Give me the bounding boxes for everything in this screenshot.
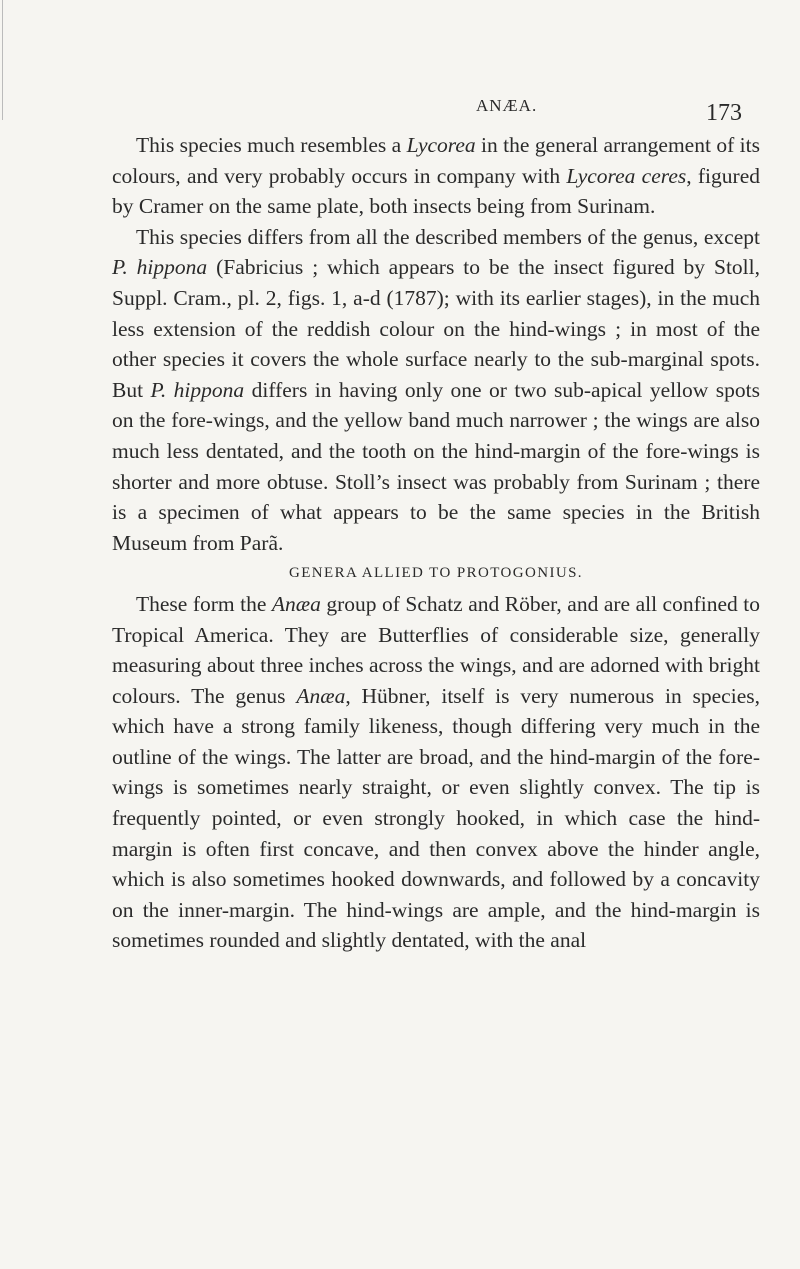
italic-run: Lycorea ceres [566, 163, 687, 188]
text-run: in the general arrangement of its colours, and very probably occurs in company with [112, 133, 760, 188]
text-run: group of Schatz and Röber, and are all confined to Tropical America. They are Butterflies of considerable size, generally measuring about three inches across the wings, and are adorned with bright colours. The genus [112, 591, 760, 708]
text-run: This species much resembles a [136, 133, 407, 157]
text-run: , figured by Cramer on the same plate, both insects being from Surinam. [112, 163, 760, 219]
section-heading: GENERA ALLIED TO PROTOGONIUS. [289, 565, 583, 582]
running-head: ANÆA. [476, 96, 538, 115]
text-run: differs in having only one or two sub-apical yellow spots on the fore-wings, and the yellow band much narrower ; the wings are also much less dentated, and the tooth on the hind-margin of the fore-wings is shorter and more obtuse. Stoll’s insect was probably from Surinam ; there is a specimen of what appears to be the same species in the British Museum from Parã. [112, 377, 760, 555]
italic-run: P. hippona [150, 377, 245, 402]
italic-run: P. hippona [112, 255, 208, 280]
text-run: , Hübner, itself is very numerous in species, which have a strong family likeness, though differing very much in the outline of the wings. The latter are broad, and the hind-margin of the fore-wings is sometimes nearly straight, or even slightly convex. The tip is frequently pointed, or even strongly hooked, in which case the hind-margin is often first concave, and then convex above the hinder angle, which is also sometimes hooked downwards, and followed by a concavity on the inner-margin. The hind-wings are ample, and the hind-margin is sometimes rounded and slightly dentated, with the anal [112, 683, 760, 953]
italic-run: Anæa [296, 683, 346, 708]
body-text [112, 130, 760, 956]
italic-run: Lycorea [406, 133, 476, 157]
text-run: This species differs from all the described members of the genus, except [136, 224, 760, 249]
paragraph-3 [112, 589, 760, 956]
text-run: These form the [136, 591, 272, 616]
paragraph-1 [112, 130, 760, 222]
page-header [0, 78, 800, 126]
text-run: (Fabricius ; which appears to be the insect figured by Stoll, Suppl. Cram., pl. 2, figs. 1, a-d (1787); with its earlier stages), in the much less extension of the reddish colour on the hind-wings ; in most of the other species it covers the whole surface nearly to the sub-marginal spots. But [112, 255, 760, 402]
italic-run: Anæa [271, 591, 321, 616]
page-number: 173 [706, 100, 742, 126]
paragraph-2 [112, 222, 760, 559]
